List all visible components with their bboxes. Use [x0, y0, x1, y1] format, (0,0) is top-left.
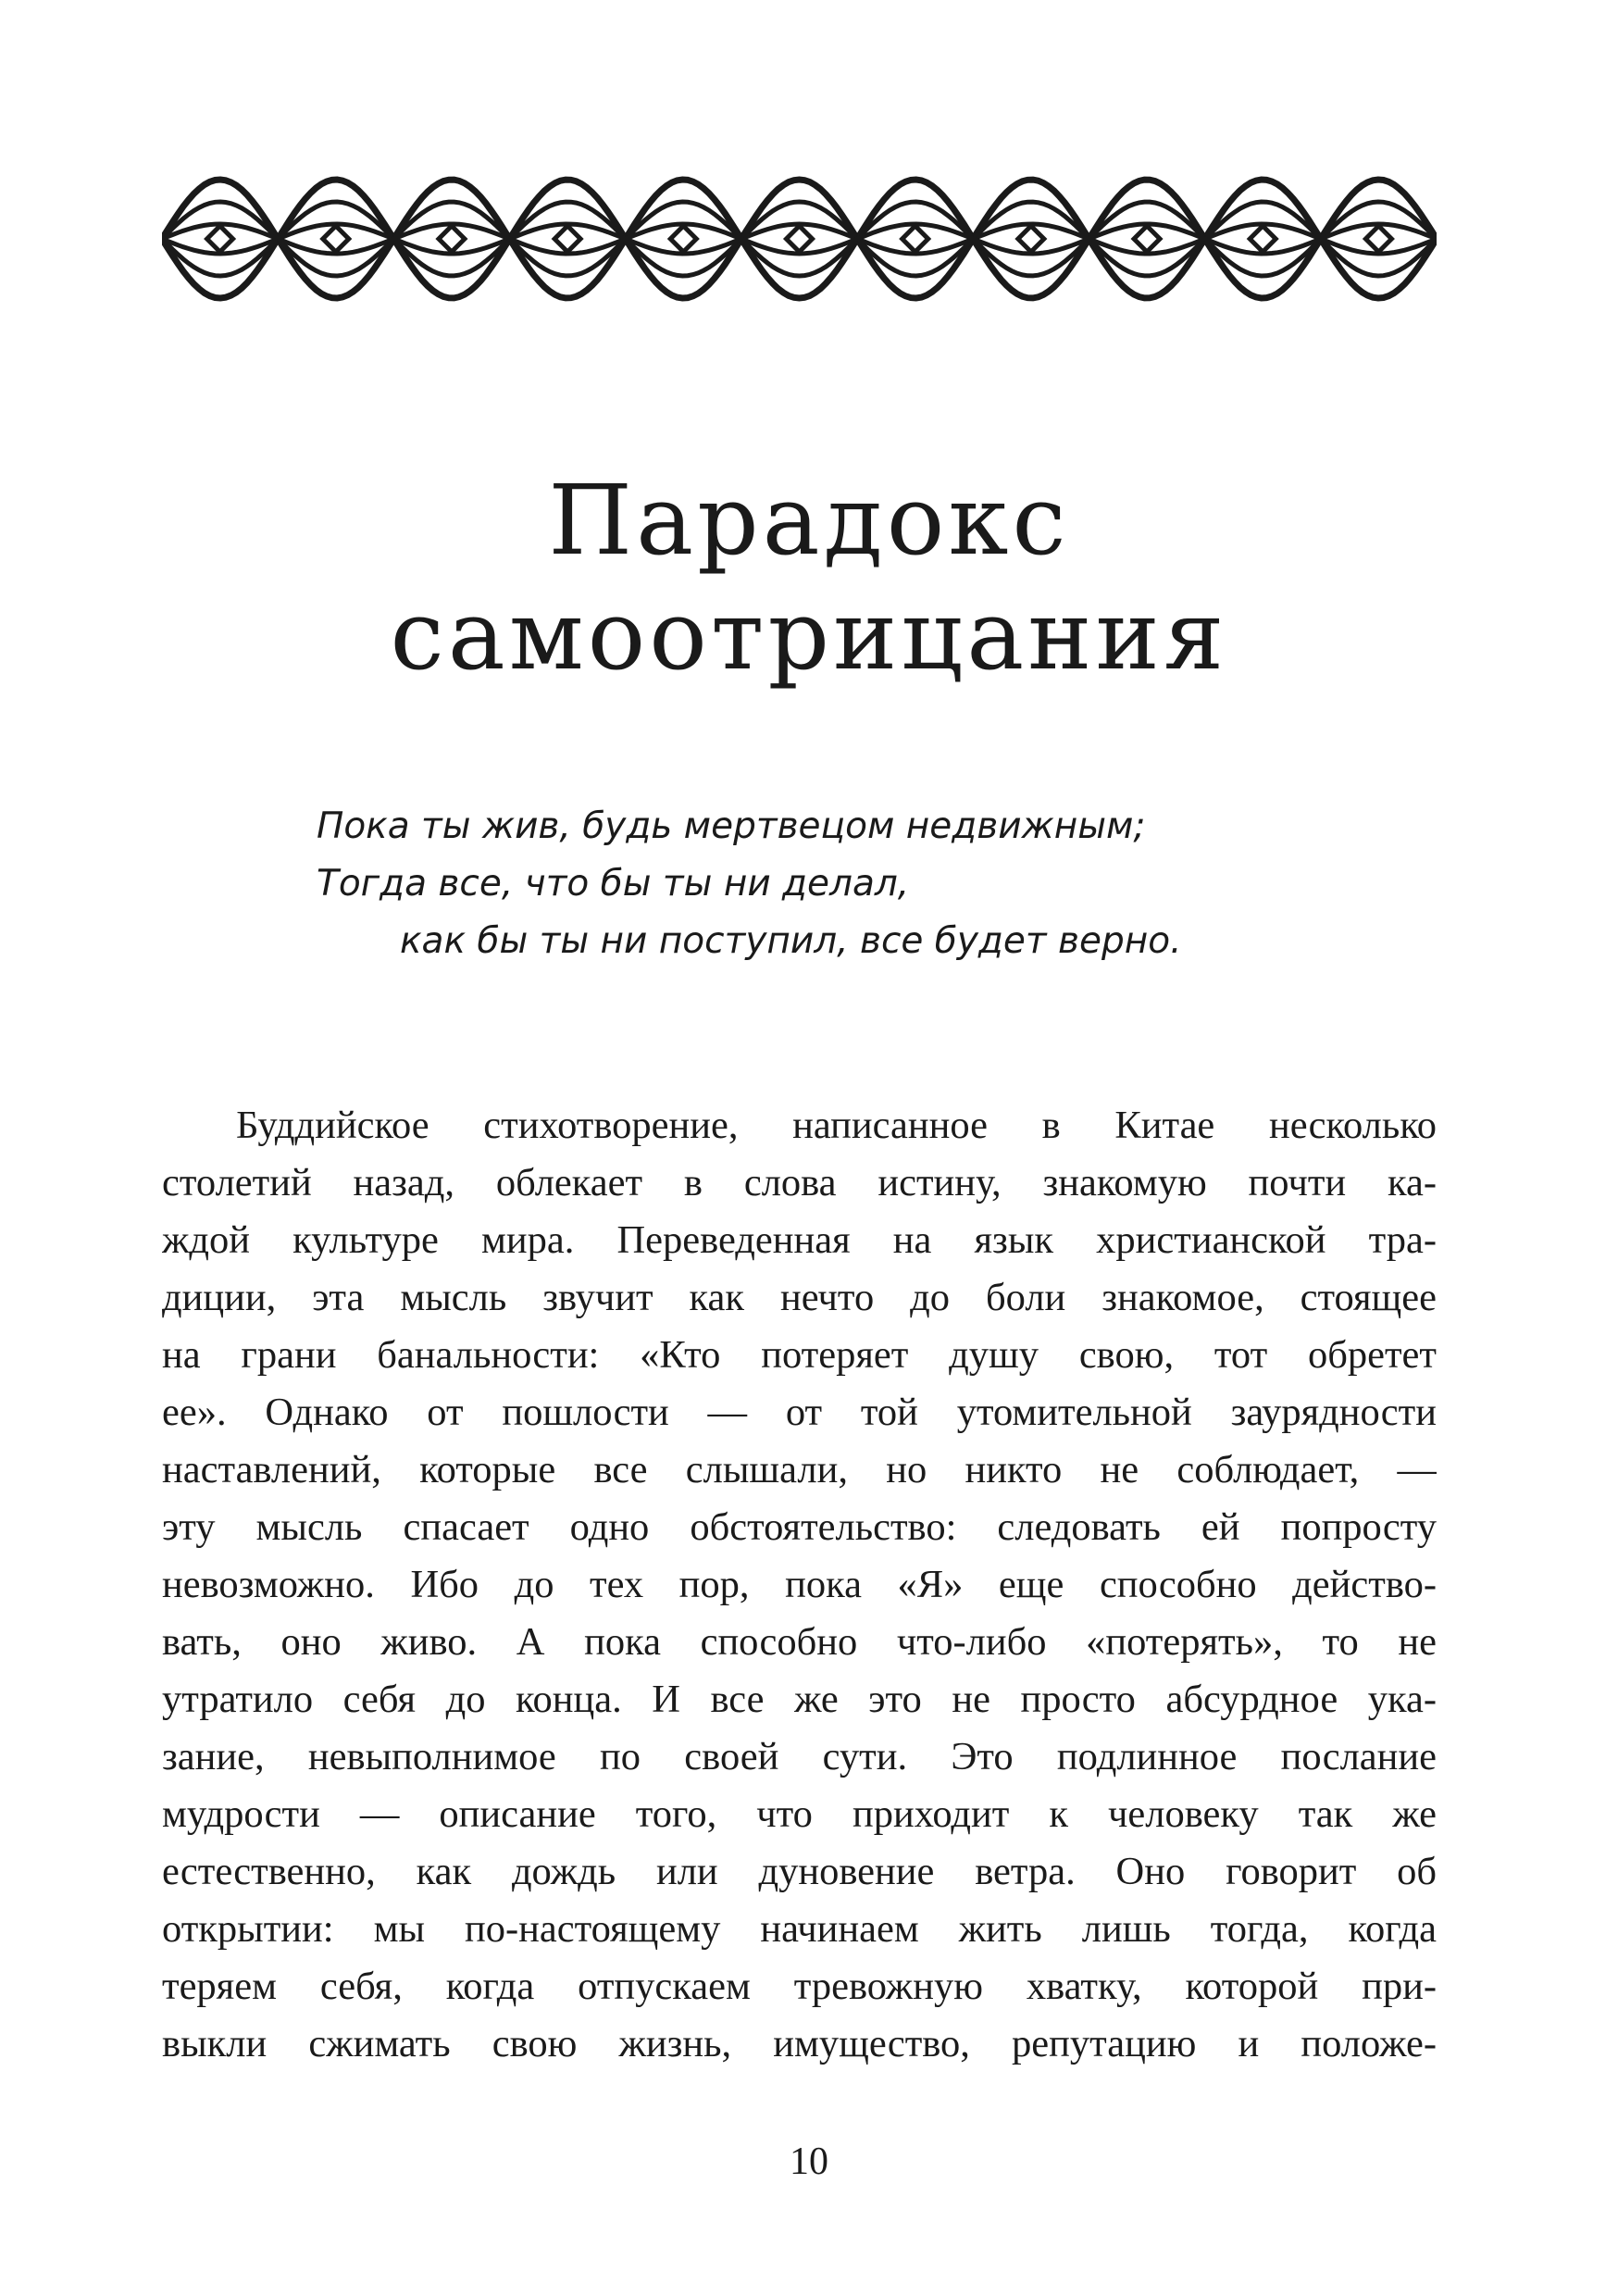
body-line: диции, эта мысль звучит как нечто до боли знакомое, стоящее	[162, 1276, 1437, 1319]
body-line: столетий назад, облекает в слова истину, знакомую почти ка-	[162, 1161, 1437, 1204]
ornament-outer-wave	[162, 180, 1437, 298]
body-line: на грани банальности: «Кто потеряет душу свою, тот обретет	[162, 1333, 1437, 1377]
ornament-diamond	[1365, 226, 1391, 252]
body-line: наставлений, которые все слышали, но никто не соблюдает, —	[162, 1448, 1437, 1491]
ornament-inner-wave	[162, 202, 1437, 276]
epigraph-line: Пока ты жив, будь мертвецом недвижным;	[317, 805, 1146, 847]
body-line: ждой культуре мира. Переведенная на язык христианской тра-	[162, 1218, 1437, 1262]
ornament-diamond	[554, 226, 580, 252]
body-line: мудрости — описание того, что приходит к человеку так же	[162, 1792, 1437, 1836]
chapter-title	[0, 463, 1618, 693]
ornament-diamond	[323, 226, 349, 252]
interlaced-wave-border-icon	[162, 174, 1437, 304]
body-line: невозможно. Ибо до тех пор, пока «Я» еще способно действо-	[162, 1563, 1437, 1606]
chapter-title-line-1: Парадокс	[548, 464, 1070, 577]
ornament-diamond	[1018, 226, 1044, 252]
body-line: эту мысль спасает одно обстоятельство: следовать ей попросту	[162, 1505, 1437, 1549]
epigraph-line: Тогда все, что бы ты ни делал,	[317, 863, 910, 905]
body-line: утратило себя до конца. И все же это не просто абсурдное ука-	[162, 1678, 1437, 1721]
body-line: выкли сжимать свою жизнь, имущество, репутацию и положе-	[162, 2022, 1437, 2065]
ornament-diamond	[207, 226, 233, 252]
ornament-diamond	[1134, 226, 1160, 252]
ornament-diamond	[670, 226, 696, 252]
body-line: естественно, как дождь или дуновение ветра. Оно говорит об	[162, 1850, 1437, 1893]
ornament-inner-wave	[162, 202, 1437, 276]
ornament-diamond	[902, 226, 928, 252]
body-line: Буддийское стихотворение, написанное в Китае несколько	[236, 1104, 1437, 1147]
chapter-title-line-2: самоотрицания	[390, 579, 1228, 692]
body-line: вать, оно живо. А пока способно что-либо «потерять», то не	[162, 1620, 1437, 1664]
page-number: 10	[790, 2140, 828, 2183]
epigraph	[317, 798, 1427, 970]
epigraph-line: как бы ты ни поступил, все будет верно.	[400, 920, 1182, 962]
body-line: открытии: мы по-настоящему начинаем жить лишь тогда, когда	[162, 1907, 1437, 1951]
ornament-diamond	[439, 226, 465, 252]
body-line: зание, невыполнимое по своей сути. Это подлинное послание	[162, 1735, 1437, 1778]
ornament-diamond	[787, 226, 813, 252]
body-paragraph	[162, 1097, 1437, 2073]
body-line: ее». Однако от пошлости — от той утомительной заурядности	[162, 1391, 1437, 1434]
body-line: теряем себя, когда отпускаем тревожную хватку, которой при-	[162, 1965, 1437, 2008]
ornament-diamond	[1250, 226, 1276, 252]
ornament-outer-wave	[162, 180, 1437, 298]
